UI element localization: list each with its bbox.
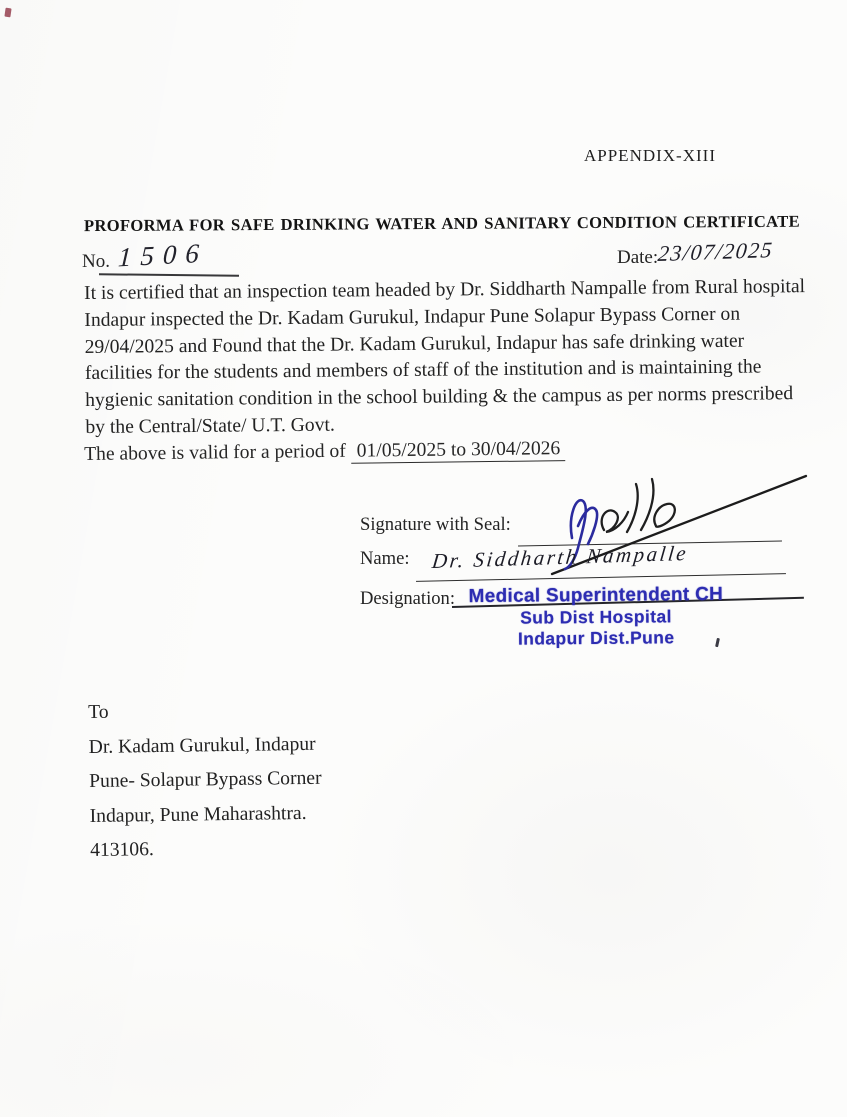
body-line: 29/04/2025 and Found that the Dr. Kadam Gurukul, Indapur has safe drinking water xyxy=(84,330,745,358)
recipient-line: Pune- Solapur Bypass Corner xyxy=(89,767,322,793)
date-label: Date: xyxy=(617,247,659,268)
appendix-heading: APPENDIX-XIII xyxy=(584,146,716,165)
recipient-line: 413106. xyxy=(90,839,154,862)
stamp-designation-text: Medical Superintendent CH xyxy=(468,583,724,608)
name-label: Name: xyxy=(360,548,410,569)
validity-period: 01/05/2025 to 30/04/2026 xyxy=(351,438,566,464)
validity-prefix: The above is valid for a period of xyxy=(84,440,346,465)
stamp-hospital-text: Sub Dist Hospital xyxy=(520,606,672,628)
body-line: Indapur inspected the Dr. Kadam Gurukul, Indapur Pune Solapur Bypass Corner on xyxy=(84,303,741,331)
stamp-place-text: Indapur Dist.Pune xyxy=(517,626,675,649)
office-ink-stamp xyxy=(450,584,743,650)
certificate-body xyxy=(84,274,806,442)
body-line: by the Central/State/ U.T. Govt. xyxy=(85,414,335,438)
name-handwritten-value: Dr. Siddharth Nampalle xyxy=(430,540,690,574)
recipient-address-block xyxy=(88,693,323,869)
body-line: It is certified that an inspection team headed by Dr. Siddharth Nampalle from Rural hospital xyxy=(84,276,806,304)
signature-label: Signature with Seal: xyxy=(360,514,511,535)
document-title: PROFORMA FOR SAFE DRINKING WATER AND SANITARY CONDITION CERTIFICATE xyxy=(83,211,801,236)
scan-corner-mark xyxy=(4,8,11,18)
number-underline xyxy=(99,273,239,276)
date-handwritten-value: 23/07/2025 xyxy=(656,236,775,267)
body-line: hygienic sanitation condition in the school building & the campus as per norms prescribed xyxy=(85,383,794,412)
body-line: facilities for the students and members of staff of the institution and is maintaining the xyxy=(84,356,762,385)
designation-label: Designation: xyxy=(360,588,456,609)
to-label: To xyxy=(88,701,109,723)
recipient-line: Indapur, Pune Maharashtra. xyxy=(89,802,307,827)
number-label: No. xyxy=(82,251,110,272)
number-handwritten-value: 1506 xyxy=(117,237,209,273)
recipient-line: Dr. Kadam Gurukul, Indapur xyxy=(88,733,316,758)
validity-line xyxy=(84,438,565,466)
